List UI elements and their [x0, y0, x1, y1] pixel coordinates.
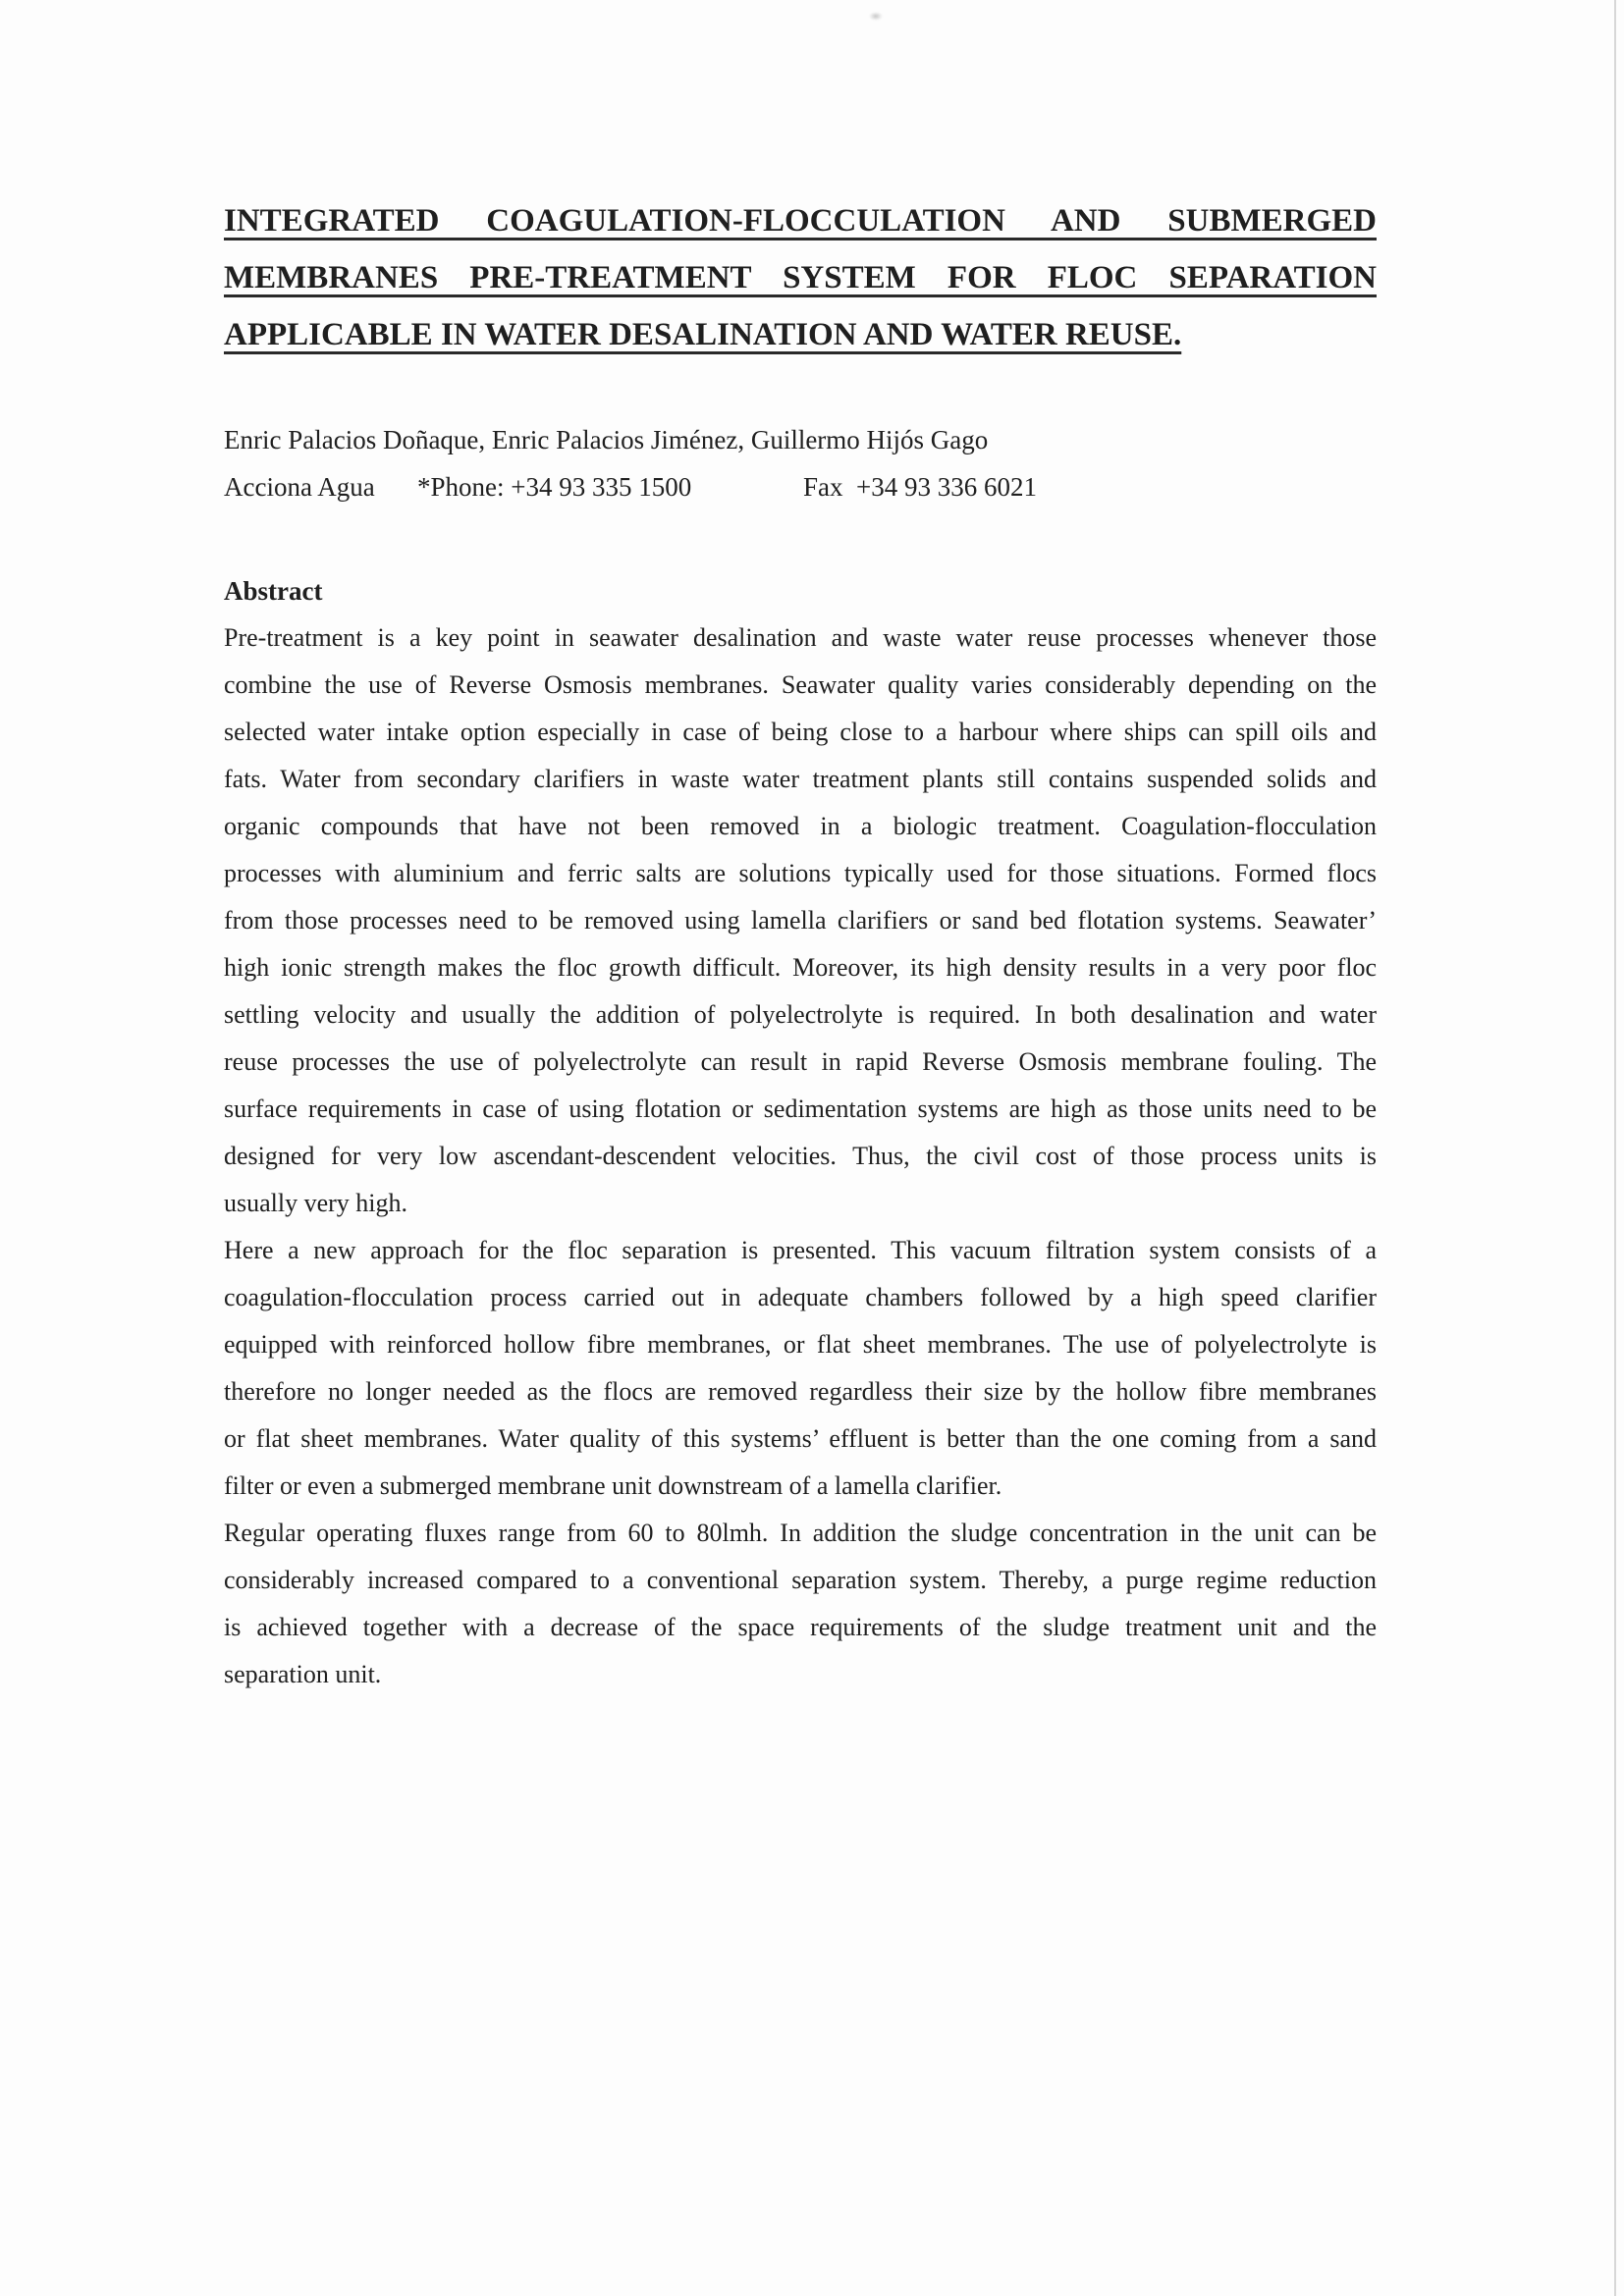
- abstract-p1-line: organic compounds that have not been removed in a biologic treatment. Coagulation-flocculation: [224, 812, 1377, 840]
- abstract-p1-line: from those processes need to be removed using lamella clarifiers or sand bed flotation systems. Seawater’: [224, 906, 1377, 934]
- abstract-p1-line: surface requirements in case of using flotation or sedimentation systems are high as those units need to be: [224, 1095, 1377, 1123]
- scan-edge-line: [1614, 0, 1616, 2296]
- affiliation-phone: *Phone: +34 93 335 1500: [417, 472, 692, 502]
- paper-title: [224, 192, 1377, 363]
- byline-block: [224, 416, 1377, 510]
- affiliation-fax: Fax +34 93 336 6021: [803, 472, 1037, 502]
- abstract-p1-line: combine the use of Reverse Osmosis membranes. Seawater quality varies considerably depending on the: [224, 670, 1377, 699]
- authors-row: [224, 416, 1377, 463]
- scan-smudge-artifact: [869, 12, 883, 21]
- affiliation-organization: Acciona Agua: [224, 472, 375, 502]
- abstract-p1-line: selected water intake option especially in case of being close to a harbour where ships can spill oils and: [224, 718, 1377, 746]
- paper-title-line-2: [224, 249, 1377, 306]
- paper-title-text-3: APPLICABLE IN WATER DESALINATION AND WATER REUSE.: [224, 317, 1182, 352]
- abstract-p3-line: Regular operating fluxes range from 60 to 80lmh. In addition the sludge concentration in the unit can be: [224, 1519, 1377, 1547]
- abstract-p3-line: considerably increased compared to a conventional separation system. Thereby, a purge regime reduction: [224, 1566, 1377, 1594]
- abstract-p1-line: processes with aluminium and ferric salts are solutions typically used for those situations. Formed flocs: [224, 859, 1377, 887]
- abstract-p1-line: reuse processes the use of polyelectrolyte can result in rapid Reverse Osmosis membrane fouling. The: [224, 1047, 1377, 1076]
- abstract-p2-line: coagulation-flocculation process carried out in adequate chambers followed by a high speed clarifier: [224, 1283, 1377, 1311]
- abstract-p3-line-last: separation unit.: [224, 1660, 382, 1688]
- abstract-body: [224, 614, 1377, 1698]
- paper-title-text-1: INTEGRATED COAGULATION-FLOCCULATION AND SUBMERGED: [224, 203, 1377, 239]
- abstract-p2-line: Here a new approach for the floc separation is presented. This vacuum filtration system consists of a: [224, 1236, 1377, 1264]
- abstract-p2-line-last: filter or even a submerged membrane unit downstream of a lamella clarifier.: [224, 1471, 1002, 1500]
- abstract-heading: Abstract: [224, 576, 323, 606]
- abstract-p1-line: high ionic strength makes the floc growth difficult. Moreover, its high density results in a very poor floc: [224, 953, 1377, 982]
- authors-names: Enric Palacios Doñaque, Enric Palacios Jiménez, Guillermo Hijós Gago: [224, 425, 989, 454]
- paper-title-line-3: [224, 306, 1377, 363]
- abstract-p1-line: Pre-treatment is a key point in seawater desalination and waste water reuse processes whenever those: [224, 623, 1377, 652]
- abstract-p1-line: designed for very low ascendant-descendent velocities. Thus, the civil cost of those process units is: [224, 1142, 1377, 1170]
- abstract-p1-line-last: usually very high.: [224, 1189, 408, 1217]
- paper-title-text-2: MEMBRANES PRE-TREATMENT SYSTEM FOR FLOC SEPARATION: [224, 260, 1377, 295]
- abstract-p2-line: or flat sheet membranes. Water quality of this systems’ effluent is better than the one coming from a sand: [224, 1424, 1377, 1453]
- paper-title-line-1: [224, 192, 1377, 249]
- affiliation-row: [224, 463, 1377, 510]
- abstract-p2-line: therefore no longer needed as the flocs are removed regardless their size by the hollow fibre membranes: [224, 1377, 1377, 1406]
- abstract-p2-line: equipped with reinforced hollow fibre membranes, or flat sheet membranes. The use of polyelectrolyte is: [224, 1330, 1377, 1359]
- abstract-p1-line: settling velocity and usually the addition of polyelectrolyte is required. In both desalination and water: [224, 1000, 1377, 1029]
- abstract-p3-line: is achieved together with a decrease of the space requirements of the sludge treatment unit and the: [224, 1613, 1377, 1641]
- abstract-p1-line: fats. Water from secondary clarifiers in waste water treatment plants still contains suspended solids and: [224, 765, 1377, 793]
